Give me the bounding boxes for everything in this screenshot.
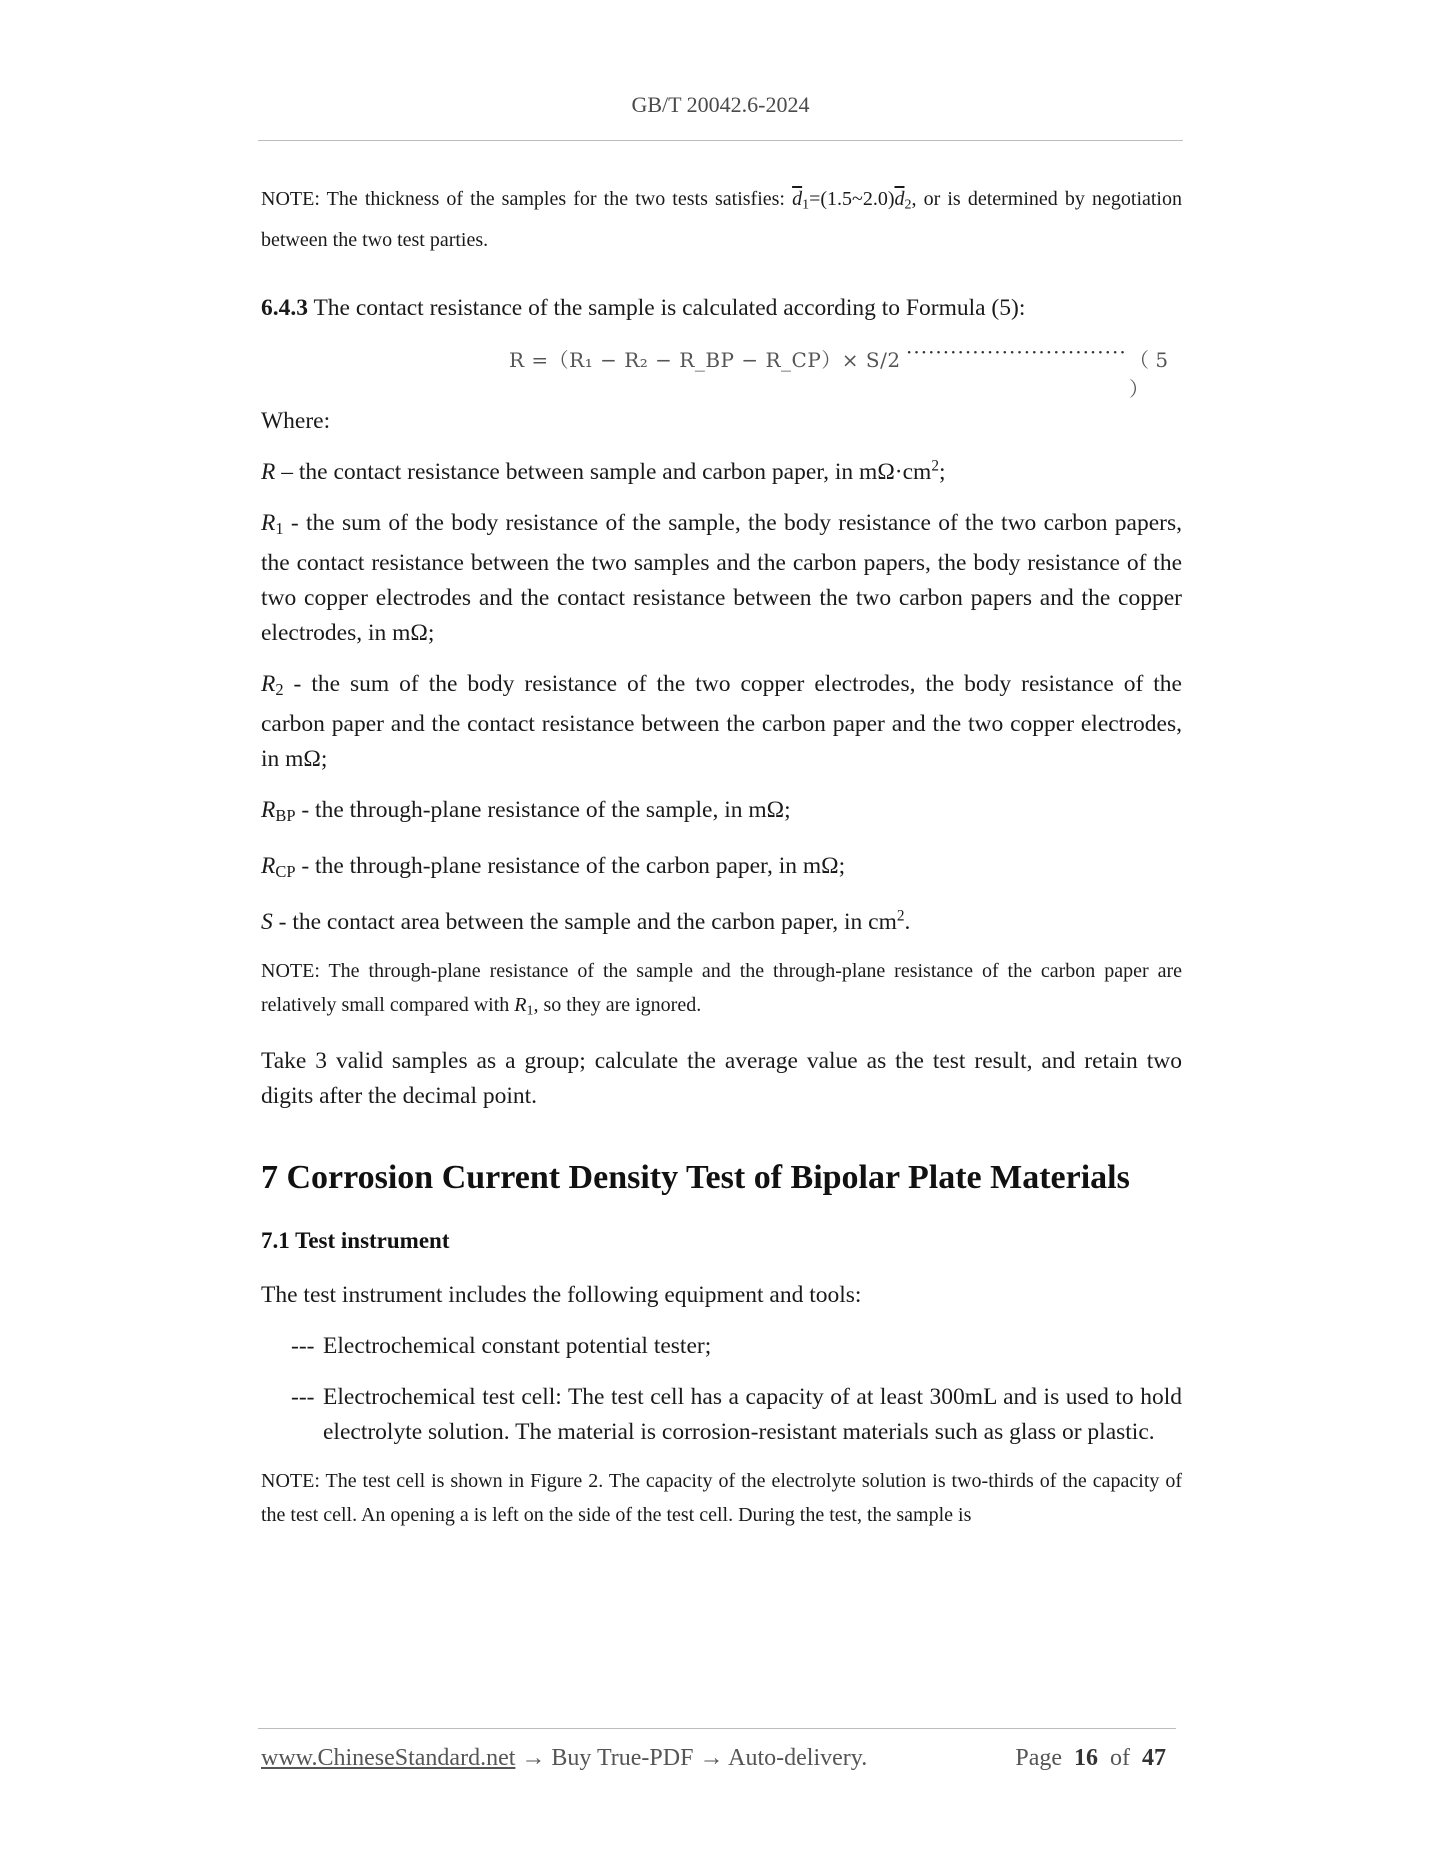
clause-6-4-3 — [261, 291, 1182, 326]
buy-pdf-text: Buy True-PDF — [551, 1745, 694, 1771]
definition-text: - the sum of the body resistance of the sample, the body resistance of the two carbon papers, the contact resistance between the two samples and the carbon papers, the body resistance of the two copper electrodes and the contact resistance between the two carbon papers and the copper electrodes, in mΩ; — [261, 509, 1182, 646]
subscript: BP — [275, 805, 296, 825]
note-test-cell: NOTE: The test cell is shown in Figure 2. The capacity of the electrolyte solution is two-thirds of the capacity of the test cell. An opening a is left on the side of the test cell. During the test, the sample is — [261, 1470, 1182, 1527]
header-rule — [258, 140, 1183, 141]
definition-rbp — [261, 793, 1182, 833]
list-item — [261, 1380, 1182, 1450]
symbol: R — [261, 670, 276, 697]
definition-r1 — [261, 506, 1182, 651]
page-content — [261, 182, 1182, 1532]
punctuation: ; — [938, 458, 946, 485]
subscript: 2 — [904, 197, 912, 213]
definition-s — [261, 905, 1182, 940]
of-label: of — [1110, 1745, 1130, 1771]
note-ignored-resistances — [261, 954, 1182, 1029]
definition-text: - the through-plane resistance of the sample, in mΩ; — [295, 796, 791, 823]
d-bar-symbol: $\overline{d}$ — [792, 188, 803, 210]
page-total: 47 — [1142, 1745, 1166, 1771]
page-label: Page — [1015, 1745, 1062, 1771]
d-bar-symbol: $\overline{d}$ — [894, 188, 905, 210]
superscript: 2 — [931, 457, 939, 475]
symbol: R — [261, 509, 276, 536]
where-label: Where: — [261, 407, 331, 434]
subscript: 1 — [802, 197, 810, 213]
symbol: R — [261, 852, 276, 879]
symbol: R — [514, 993, 527, 1016]
clause-text: The contact resistance of the sample is calculated according to Formula (5): — [308, 294, 1026, 321]
note-thickness — [261, 182, 1182, 257]
note-text: , or is determined by negotiation between the two test parties. — [261, 188, 1182, 251]
note-text: NOTE: The thickness of the samples for the two tests satisfies: — [261, 188, 793, 210]
page-indicator — [1015, 1738, 1166, 1778]
subscript: 2 — [275, 679, 284, 699]
footer-left — [261, 1738, 867, 1778]
instrument-intro: The test instrument includes the following equipment and tools: — [261, 1282, 862, 1309]
arrow-icon: → — [693, 1745, 729, 1771]
list-item-text: Electrochemical constant potential tester; — [323, 1333, 712, 1360]
clause-number: 6.4.3 — [261, 294, 308, 321]
document-header: GB/T 20042.6-2024 — [631, 92, 810, 117]
symbol: S — [261, 908, 273, 935]
chinesestandard-link[interactable]: www.ChineseStandard.net — [261, 1745, 516, 1771]
definition-rcp — [261, 849, 1182, 889]
formula-leader-dots: ······························ — [906, 339, 1127, 364]
section-7-1-heading: 7.1 Test instrument — [261, 1228, 450, 1254]
definition-r2 — [261, 667, 1182, 777]
definition-text: - the through-plane resistance of the carbon paper, in mΩ; — [295, 852, 846, 879]
punctuation: . — [904, 908, 911, 935]
footer-rule — [258, 1728, 1176, 1729]
symbol: R — [261, 458, 276, 485]
definition-r — [261, 455, 1182, 490]
subscript: 1 — [526, 1003, 534, 1019]
definition-text: – the contact resistance between sample and carbon paper, in mΩ·cm — [275, 458, 932, 485]
formula-number: （ 5 ） — [1129, 347, 1169, 401]
subscript: 1 — [275, 518, 284, 538]
section-7-heading: 7 Corrosion Current Density Test of Bipolar Plate Materials — [261, 1159, 1130, 1197]
definition-text: - the contact area between the sample and the carbon paper, in cm — [272, 908, 897, 935]
superscript: 2 — [896, 907, 905, 925]
page-footer — [261, 1738, 1176, 1778]
subscript: CP — [275, 861, 296, 881]
list-dash: --- — [291, 1333, 315, 1360]
note-text: , so they are ignored. — [533, 993, 702, 1016]
formula-5 — [261, 339, 1182, 401]
auto-delivery-text: Auto-delivery. — [728, 1745, 868, 1771]
formula-expression: R =（R₁ − R₂ − R_BP − R_CP）× S/2 — [509, 347, 901, 372]
list-item-text: Electrochemical test cell: The test cell has a capacity of at least 300mL and is used to hold electrolyte solution. The material is corrosion-resistant materials such as glass or plastic. — [323, 1384, 1182, 1446]
result-paragraph: Take 3 valid samples as a group; calculate the average value as the test result, and retain two digits after the decimal point. — [261, 1048, 1182, 1110]
page-number: 16 — [1074, 1745, 1098, 1771]
arrow-icon: → — [515, 1745, 552, 1771]
note-text: =(1.5~2.0) — [809, 188, 895, 210]
definition-text: - the sum of the body resistance of the two copper electrodes, the body resistance of the carbon paper and the contact resistance between the carbon paper and the two copper electrodes, in mΩ; — [261, 670, 1182, 772]
note-text: NOTE: The through-plane resistance of the sample and the through-plane resistance of the carbon paper are relatively small compared with — [261, 959, 1182, 1016]
list-dash: --- — [291, 1384, 315, 1411]
list-item — [261, 1329, 1182, 1364]
symbol: R — [261, 796, 276, 823]
